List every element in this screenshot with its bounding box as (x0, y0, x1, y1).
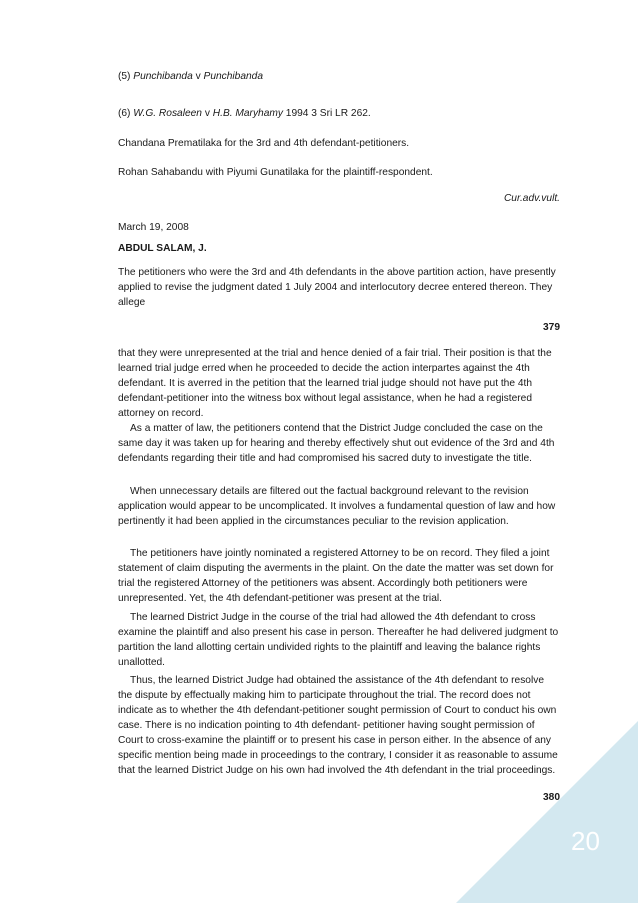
paragraph-5: The petitioners have jointly nominated a registered Attorney to be on record. They filed a joint statement of claim disputing the averments in the plaint. On the date the matter was set down for trial the registered Attorney of the petitioners was absent. Accordingly both petitioners were unrepresented. Yet, the 4th defendant-petitioner was present at the trial. (118, 548, 554, 604)
case-party: H.B. Maryhamy (212, 108, 283, 119)
paragraph-2: that they were unrepresented at the trial and hence denied of a fair trial. Their position is that the learned trial judge erred when he proceeded to decide the action interpartes against the 4th defendant. It is averred in the petition that the learned trial judge should not have put the 4th defendant-petitioner into the witness box without legal assistance, when he had a registered attorney on record. (118, 348, 552, 419)
judge-name: ABDUL SALAM, J. (118, 243, 207, 254)
case-party: Punchibanda (203, 71, 264, 82)
paragraph-3: As a matter of law, the petitioners contend that the District Judge concluded the case on the same day it was taken up for hearing and thereby effectively shut out evidence of the 3rd and 4th defendants regarding their title and had compromised his sacred duty to investigate the title. (118, 423, 555, 464)
counsel-defendants: Chandana Prematilaka for the 3rd and 4th defendant-petitioners. (118, 138, 410, 149)
reference-6 (118, 106, 560, 121)
ref-number: (5) (118, 71, 134, 82)
versus: v (192, 71, 204, 82)
case-party: W.G. Rosaleen (133, 108, 202, 119)
page-number: 20 (571, 826, 600, 856)
counsel-plaintiff: Rohan Sahabandu with Piyumi Gunatilaka for the plaintiff-respondent. (118, 167, 433, 178)
paragraph-1: The petitioners who were the 3rd and 4th defendants in the above partition action, have presently applied to revise the judgment dated 1 July 2004 and interlocutory decree entered thereon. They allege (118, 267, 556, 308)
ref-number: (6) (118, 108, 134, 119)
page-marker-380: 380 (543, 792, 560, 803)
versus: v (201, 108, 213, 119)
reference-5 (118, 69, 560, 84)
paragraph-7: Thus, the learned District Judge had obtained the assistance of the 4th defendant to resolve the dispute by effectually making him to participate throughout the trial. The record does not indicate as to whether the 4th defendant-petitioner sought permission of Court to conduct his own case. There is no indication pointing to 4th defendant- petitioner having sought permission of Court to cross-examine the plaintiff or to present his case in person either. In the absence of any specific mention being made in proceedings to the contrary, I consider it as reasonable to assume that the learned District Judge on his own had involved the 4th defendant in the trial proceedings. (118, 675, 558, 776)
paragraph-6: The learned District Judge in the course of the trial had allowed the 4th defendant to cross examine the plaintiff and also present his case in person. Thereafter he had delivered judgment to partition the land allotting certain undivided rights to the plaintiff and leaving the balance rights unallotted. (118, 612, 559, 668)
cur-adv-vult: Cur.adv.vult. (503, 193, 560, 204)
case-party: Punchibanda (133, 71, 193, 82)
page-marker-379: 379 (543, 322, 560, 333)
corner-decoration (456, 721, 638, 903)
citation: 1994 3 Sri LR 262. (282, 108, 371, 119)
paragraph-4: When unnecessary details are filtered out the factual background relevant to the revision application would appear to be uncomplicated. It involves a fundamental question of law and how pertinently it had been applied in the circumstances peculiar to the revision application. (118, 486, 556, 527)
judgment-date: March 19, 2008 (118, 222, 189, 233)
